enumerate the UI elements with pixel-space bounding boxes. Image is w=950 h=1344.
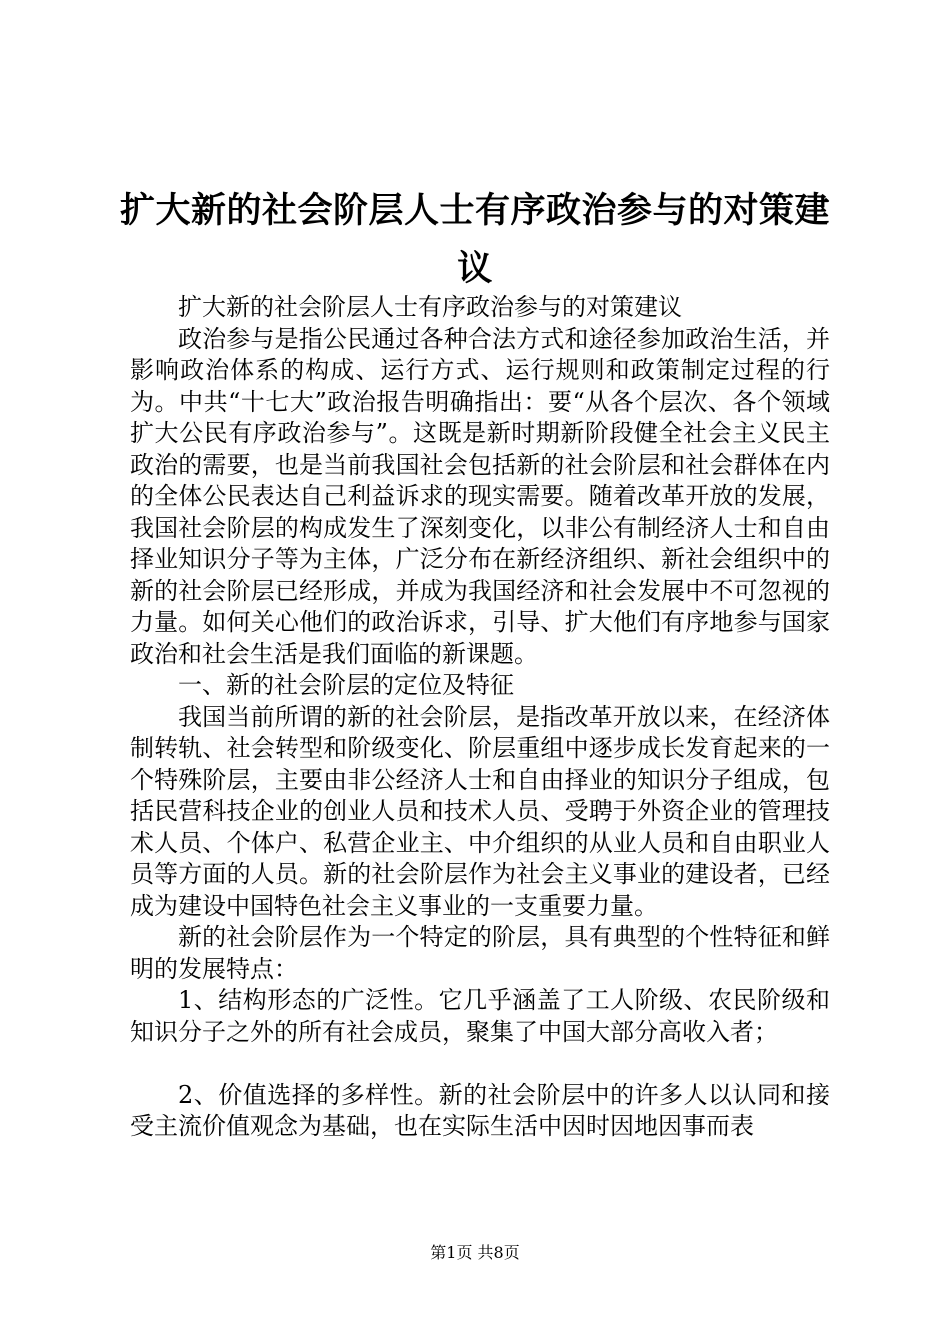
list-item-2: 2、价值选择的多样性。新的社会阶层中的许多人以认同和接受主流价值观念为基础，也在实际生活中因时因地因事而表 [130,1080,830,1140]
section-heading: 一、新的社会阶层的定位及特征 [178,671,514,699]
paragraph-subtitle: 扩大新的社会阶层人士有序政治参与的对策建议 [178,293,682,321]
document-body [130,292,830,1143]
paragraph-characteristics: 新的社会阶层作为一个特定的阶层，具有典型的个性特征和鲜明的发展特点： [130,923,830,983]
list-item-1: 1、结构形态的广泛性。它几乎涵盖了工人阶级、农民阶级和知识分子之外的所有社会成员，聚集了中国大部分高收入者； [130,986,830,1046]
page-footer [0,1243,950,1263]
paragraph-intro: 政治参与是指公民通过各种合法方式和途径参加政治生活，并影响政治体系的构成、运行方式、运行规则和政策制定过程的行为。中共“十七大”政治报告明确指出：要“从各个层次、各个领域扩大公民有序政治参与”。这既是新时期新阶段健全社会主义民主政治的需要，也是当前我国社会包括新的社会阶层和社会群体在内的全体公民表达自己利益诉求的现实需要。随着改革开放的发展，我国社会阶层的构成发生了深刻变化，以非公有制经济人士和自由择业知识分子等为主体，广泛分布在新经济组织、新社会组织中的新的社会阶层已经形成，并成为我国经济和社会发展中不可忽视的力量。如何关心他们的政治诉求，引导、扩大他们有序地参与国家政治和社会生活是我们面临的新课题。 [130,324,830,668]
paragraph-definition: 我国当前所谓的新的社会阶层，是指改革开放以来，在经济体制转轨、社会转型和阶级变化、阶层重组中逐步成长发育起来的一个特殊阶层，主要由非公经济人士和自由择业的知识分子组成，包括民营科技企业的创业人员和技术人员、受聘于外资企业的管理技术人员、个体户、私营企业主、中介组织的从业人员和自由职业人员等方面的人员。新的社会阶层作为社会主义事业的建设者，已经成为建设中国特色社会主义事业的一支重要力量。 [130,702,830,920]
page-number-label: 第1页 共8页 [430,1243,520,1262]
document-title: 扩大新的社会阶层人士有序政治参与的对策建议 [120,190,831,289]
